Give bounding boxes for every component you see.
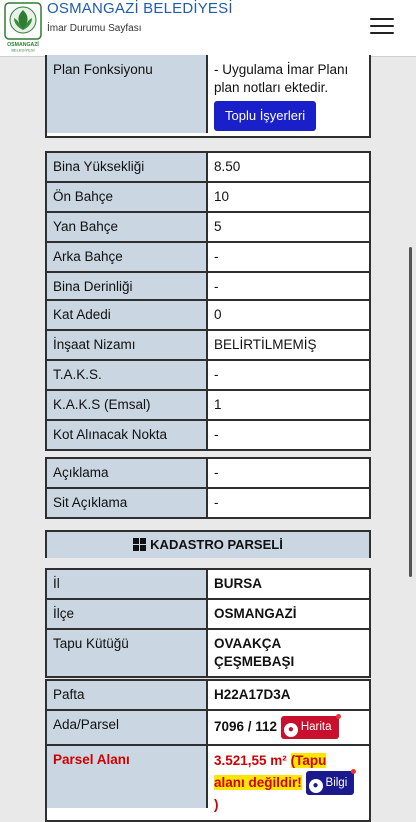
kadastro-title: KADASTRO PARSELİ [150,537,283,552]
harita-button[interactable] [281,716,339,739]
row-value: BURSA [208,570,369,598]
row-label: Tapu Kütüğü [47,630,208,676]
svg-text:OSMANGAZİ: OSMANGAZİ [7,42,39,48]
municipality-title: OSMANGAZİ BELEDİYESİ [47,0,233,17]
notification-dot [336,714,341,719]
notification-dot [351,769,356,774]
parsel-area: 3.521,55 m² [214,753,287,768]
table-row [47,681,369,709]
row-label: İl [47,570,208,598]
row-value: 10 [208,183,369,211]
plan-function-value [208,55,369,136]
table-row [47,744,369,820]
row-label: Sit Açıklama [47,489,208,517]
row-value: OVAAKÇA ÇEŞMEBAŞI [208,630,369,676]
row-label: T.A.K.S. [47,361,208,389]
table-row [47,329,369,359]
row-label: Bina Yüksekliği [47,153,208,181]
building-table [45,151,371,303]
harita-label: Harita [300,721,332,733]
table-row [47,487,369,517]
row-value: 8.50 [208,153,369,181]
row-label: Kot Alınacak Nokta [47,421,208,449]
row-value: 5 [208,213,369,241]
plan-function-label: Plan Fonksiyonu [47,55,208,133]
row-value: - [208,421,369,449]
table-row [47,628,369,676]
ada-parsel-value [208,711,369,744]
row-label: K.A.K.S (Emsal) [47,391,208,419]
scrollbar-thumb[interactable] [409,247,412,577]
tapu-warning-text: alanı değildir! [214,775,302,790]
grid-icon [133,538,146,551]
row-value: - [208,243,369,271]
globe-icon: ● [309,779,323,793]
parsel-alani-label: Parsel Alanı [47,746,208,808]
row-label: Kat Adedi [47,301,208,329]
row-value: OSMANGAZİ [208,600,369,628]
row-value: 1 [208,391,369,419]
row-label: İlçe [47,600,208,628]
table-row [47,55,369,136]
bilgi-label: Bilgi [325,777,348,789]
row-value: - [208,459,369,487]
notes-table [45,457,371,519]
ada-parsel-number: 7096 / 112 [214,719,278,734]
table-row [47,598,369,628]
toplu-isyerleri-button[interactable]: Toplu İşyerleri [214,101,316,131]
table-row [47,181,369,211]
hamburger-menu-icon[interactable] [370,18,394,36]
row-label: Yan Bahçe [47,213,208,241]
floor-table [45,299,371,451]
parsel-table [45,679,371,822]
table-row [47,459,369,487]
row-label: Arka Bahçe [47,243,208,271]
table-row [47,241,369,271]
tapu-warning-open: (Tapu [290,753,327,768]
row-label: Bina Derinliği [47,273,208,301]
table-row [47,709,369,744]
row-value: - [208,489,369,517]
table-row [47,271,369,301]
app-header [0,0,416,57]
svg-text:BELEDİYESİ: BELEDİYESİ [11,47,35,53]
municipality-logo[interactable] [4,2,42,52]
table-row [47,301,369,329]
plan-table [45,55,371,138]
table-row [47,570,369,598]
page-content [0,57,416,812]
kadastro-section-header [45,530,371,558]
table-row [47,153,369,181]
bilgi-button[interactable] [306,771,355,795]
pafta-value: H22A17D3A [208,681,369,709]
table-row [47,211,369,241]
ada-parsel-label: Ada/Parsel [47,711,208,744]
row-value: 0 [208,301,369,329]
row-label: İnşaat Nizamı [47,331,208,359]
pafta-label: Pafta [47,681,208,709]
kadastro-table [45,568,371,678]
parsel-alani-value [208,746,369,820]
page-subtitle: İmar Durumu Sayfası [47,23,142,34]
tapu-warning-close: ) [214,797,219,812]
row-label: Ön Bahçe [47,183,208,211]
table-row [47,359,369,389]
table-row [47,419,369,449]
row-value: BELİRTİLMEMİŞ [208,331,369,359]
row-label: Açıklama [47,459,208,487]
row-value: - [208,361,369,389]
table-row [47,389,369,419]
plan-function-text: - Uygulama İmar Planı plan notları ektedir. [214,62,349,95]
row-value: - [208,273,369,301]
globe-icon: ● [284,723,298,737]
